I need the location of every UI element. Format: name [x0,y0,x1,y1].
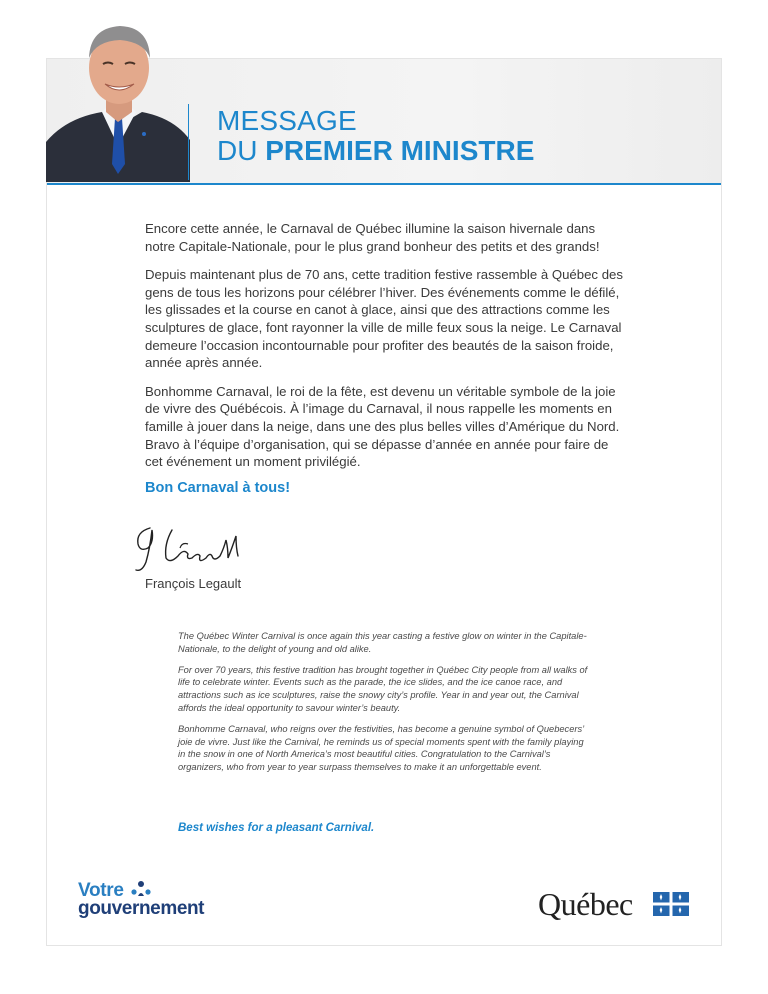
header-divider [188,104,189,180]
votre-word: Votre [78,880,124,901]
english-paragraph: Bonhomme Carnaval, who reigns over the festivities, has become a genuine symbol of Quebecers’ joie de vivre. Just like the Carnival, he reminds us of special moments spent with the family playing in the snow in one of North America’s most beautiful cities. Congratulation to the Carnival’s organizers, who from year to year surpass themselves to make it an unforgettable event. [178,723,584,773]
french-closing: Bon Carnaval à tous! [145,480,291,496]
quebec-flag-icon [653,892,689,916]
english-paragraph: The Québec Winter Carnival is once again this year casting a festive glow on winter in the Capitale-Nationale, to the delight of young and old alike. [178,631,587,654]
title-line-1: MESSAGE [217,105,357,136]
english-closing: Best wishes for a pleasant Carnival. [178,822,375,834]
title-line-2 [217,136,534,166]
french-paragraph: Bonhomme Carnaval, le roi de la fête, est devenu un véritable symbole de la joie de vivre des Québécois. À l’image du Carnaval, il nous rappelle les moments en famille à jouer dans la neige, dans une des plus belles villes d’Amérique du Nord. Bravo à l’équipe d’organisation, qui se dépasse d’année en année pour faire de cet événement un moment privilégié. [145,383,620,470]
document-sheet [46,58,722,946]
signer-name: François Legault [145,576,242,591]
title-bold: PREMIER MINISTRE [265,135,535,166]
french-paragraph: Encore cette année, le Carnaval de Québec illumine la saison hivernale dans notre Capitale-Nationale, pour le plus grand bonheur des petits et des grands! [145,221,600,254]
portrait-image [46,14,190,182]
french-paragraph: Depuis maintenant plus de 70 ans, cette tradition festive rassemble à Québec des gens de tous les horizons pour célébrer l’hiver. Des événements comme le défilé, les glissades et la course en canot à glace, ainsi que des attractions comme les sculptures de glace, font rayonner la ville de mille feux sous la neige. Le Carnaval demeure l’occasion incontournable pour profiter des beautés de la saison froide, année après année. [145,267,623,371]
english-paragraph: For over 70 years, this festive tradition has brought together in Québec City people from all walks of life to celebrate winter. Events such as the parade, the ice slides, and the ice canoe race, and attractions such as ice sculptures, raise the snowy city’s profile. Year in and year out, the Carnival affords the ideal opportunity to savour winter’s beauty. [178,664,588,713]
english-message [178,630,588,782]
handwritten-signature [128,518,268,574]
french-message [145,220,625,482]
page-title [217,106,534,166]
quebec-wordmark: Québec [538,886,633,922]
gouvernement-word: gouvernement [78,898,205,919]
title-prefix: DU [217,135,258,166]
premier-portrait [46,14,190,182]
votre-gouvernement-logo [78,880,218,920]
fleur-de-lis-icon [128,880,154,900]
quebec-logo [538,886,694,922]
